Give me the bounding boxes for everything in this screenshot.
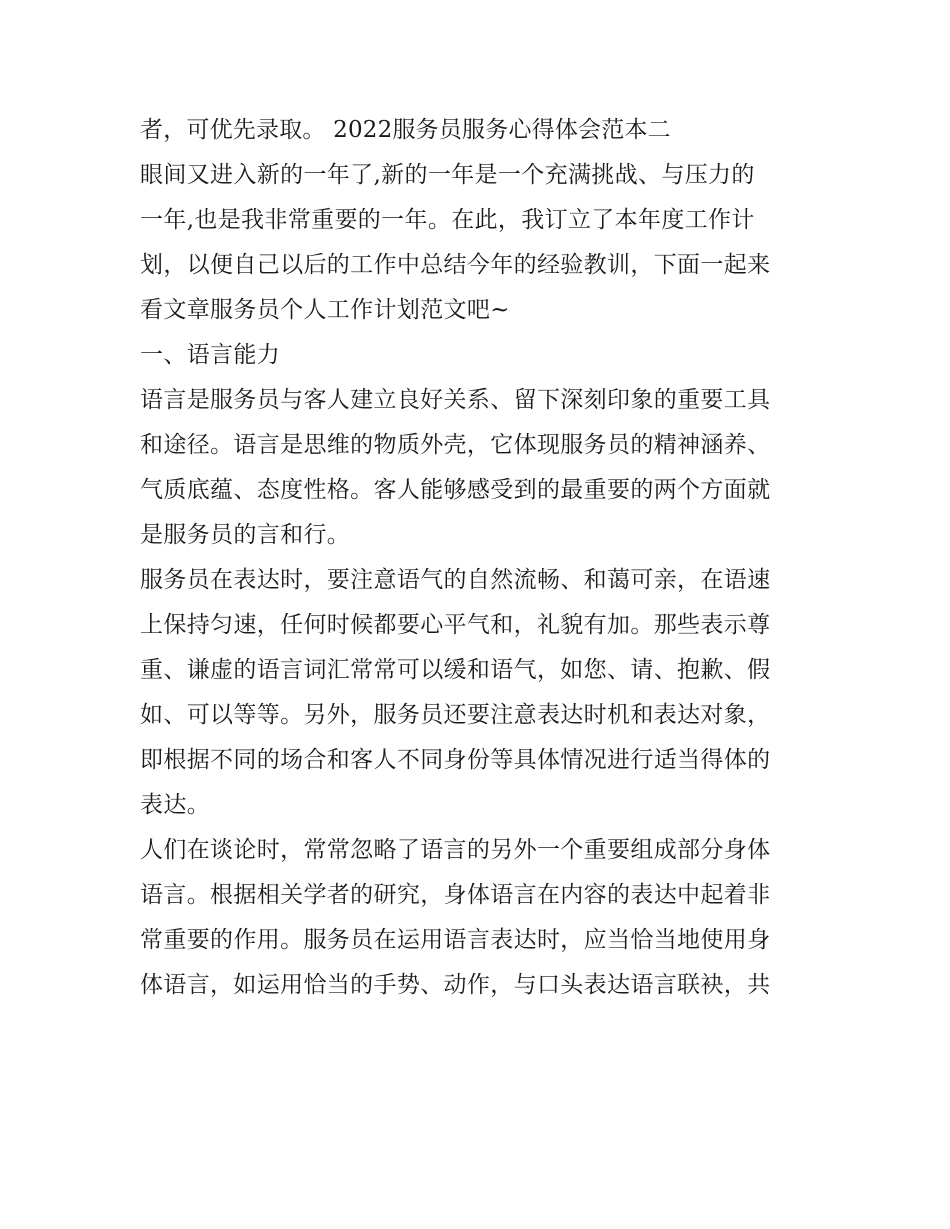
text-line: 体语言，如运用恰当的手势、动作，与口头表达语言联袂，共 — [140, 972, 771, 998]
text-line: 人们在谈论时，常常忽略了语言的另外一个重要组成部分身体 — [140, 837, 771, 863]
text-line: 划，以便自己以后的工作中总结今年的经验教训，下面一起来 — [140, 252, 771, 278]
section-heading: 一、语言能力 — [140, 342, 281, 368]
text-line: 看文章服务员个人工作计划范文吧~ — [140, 297, 510, 323]
body-text — [140, 108, 820, 1008]
text-line: 语言。根据相关学者的研究，身体语言在内容的表达中起着非 — [140, 882, 771, 908]
text-line: 语言是服务员与客人建立良好关系、留下深刻印象的重要工具 — [140, 387, 771, 413]
text-line: 服务员在表达时，要注意语气的自然流畅、和蔼可亲，在语速 — [140, 567, 771, 593]
text-line: 和途径。语言是思维的物质外壳，它体现服务员的精神涵养、 — [140, 432, 771, 458]
text-line: 表达。 — [140, 792, 211, 818]
text-line: 常重要的作用。服务员在运用语言表达时，应当恰当地使用身 — [140, 927, 771, 953]
text-line: 上保持匀速，任何时候都要心平气和，礼貌有加。那些表示尊 — [140, 612, 771, 638]
text-line: 即根据不同的场合和客人不同身份等具体情况进行适当得体的 — [140, 747, 771, 773]
text-line: 眼间又进入新的一年了,新的一年是一个充满挑战、与压力的 — [140, 162, 755, 188]
text-line: 重、谦虚的语言词汇常常可以缓和语气，如您、请、抱歉、假 — [140, 657, 771, 683]
text-line: 气质底蕴、态度性格。客人能够感受到的最重要的两个方面就 — [140, 477, 771, 503]
text-line: 是服务员的言和行。 — [140, 522, 351, 548]
text-line: 一年,也是我非常重要的一年。在此，我订立了本年度工作计 — [140, 207, 755, 233]
text-line: 者，可优先录取。 2022服务员服务心得体会范本二 — [140, 117, 671, 143]
text-line: 如、可以等等。另外，服务员还要注意表达时机和表达对象， — [140, 702, 771, 728]
